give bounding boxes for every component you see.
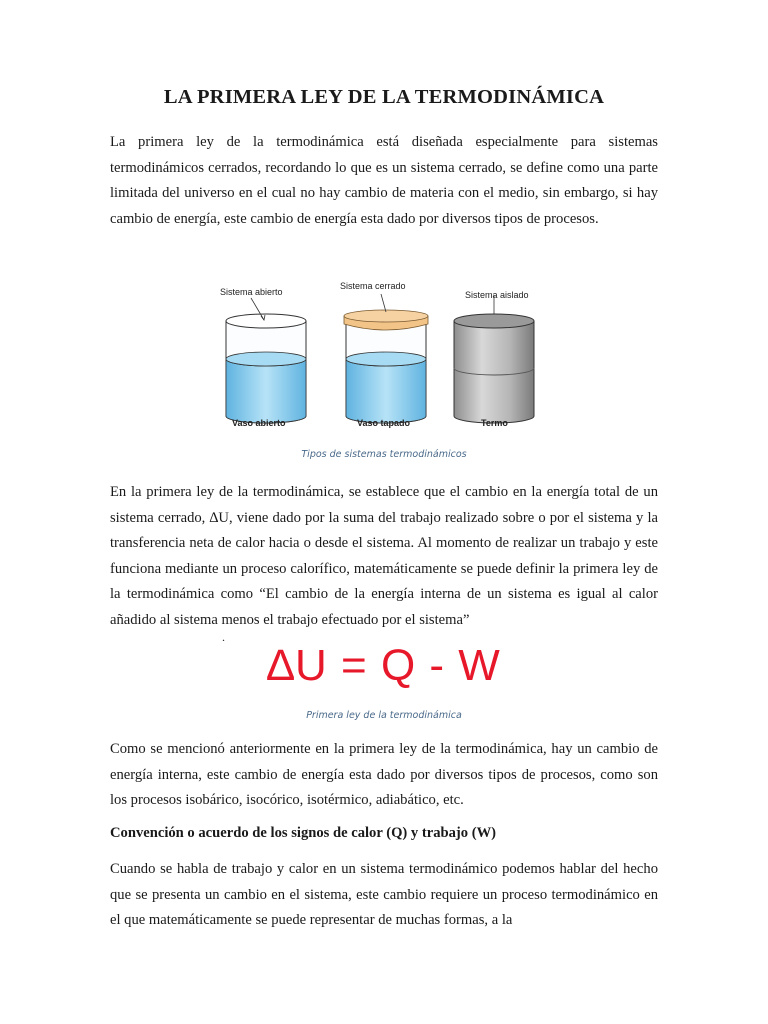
formula-caption: Primera ley de la termodinámica — [306, 710, 462, 721]
section-heading-signs: Convención o acuerdo de los signos de calor (Q) y trabajo (W) — [110, 825, 497, 841]
paragraph-intro: La primera ley de la termodinámica está diseñada especialmente para sistemas termodinámicos cerrados, recordando lo que es un sistema cerrado, se define como una parte limitada del universo en el cual no hay cambio de materia con el medio, sin embargo, si hay cambio de energía, este cambio de energía esta dado por diversos tipos de procesos. — [110, 134, 658, 227]
figure-caption: Tipos de sistemas termodinámicos — [301, 449, 467, 460]
vessel-closed-label: Vaso tapado — [357, 418, 411, 428]
label-open-system: Sistema abierto — [220, 287, 283, 297]
systems-illustration — [206, 276, 536, 436]
stray-dot: . — [222, 630, 225, 644]
label-isolated-system: Sistema aislado — [465, 290, 529, 300]
label-closed-system: Sistema cerrado — [340, 281, 406, 291]
paragraph-first-law: En la primera ley de la termodinámica, se establece que el cambio en la energía total de un sistema cerrado, ∆U, viene dado por la suma del trabajo realizado sobre o por el sistema y la transferencia neta de calor hacia o desde el sistema. Al momento de realizar un trabajo y este funciona mediante un proceso calorífico, matemáticamente se puede definir la primera ley de la termodinámica como “El cambio de la energía interna de un sistema es igual al calor añadido al sistema menos el trabajo efectuado por el sistema” — [110, 484, 658, 628]
open-glass-icon — [226, 298, 306, 423]
covered-glass-icon — [344, 294, 428, 423]
paragraph-work-heat: Cuando se habla de trabajo y calor en un sistema termodinámico podemos hablar del hecho que se presenta un cambio en el sistema, este cambio requiere un proceso termodinámico en el que matemáticamente se puede representar de muchas formas, a la — [110, 861, 658, 929]
thermos-icon — [454, 296, 534, 423]
systems-figure — [206, 276, 536, 436]
page-title: LA PRIMERA LEY DE LA TERMODINÁMICA — [163, 86, 605, 108]
first-law-formula: ∆U = Q - W — [267, 641, 501, 690]
vessel-open-label: Vaso abierto — [232, 418, 286, 428]
vessel-thermos-label: Termo — [481, 418, 508, 428]
paragraph-processes: Como se mencionó anteriormente en la primera ley de la termodinámica, hay un cambio de energía interna, este cambio de energía esta dado por diversos tipos de procesos, como son los procesos isobárico, isocórico, isotérmico, adiabático, etc. — [110, 741, 658, 809]
